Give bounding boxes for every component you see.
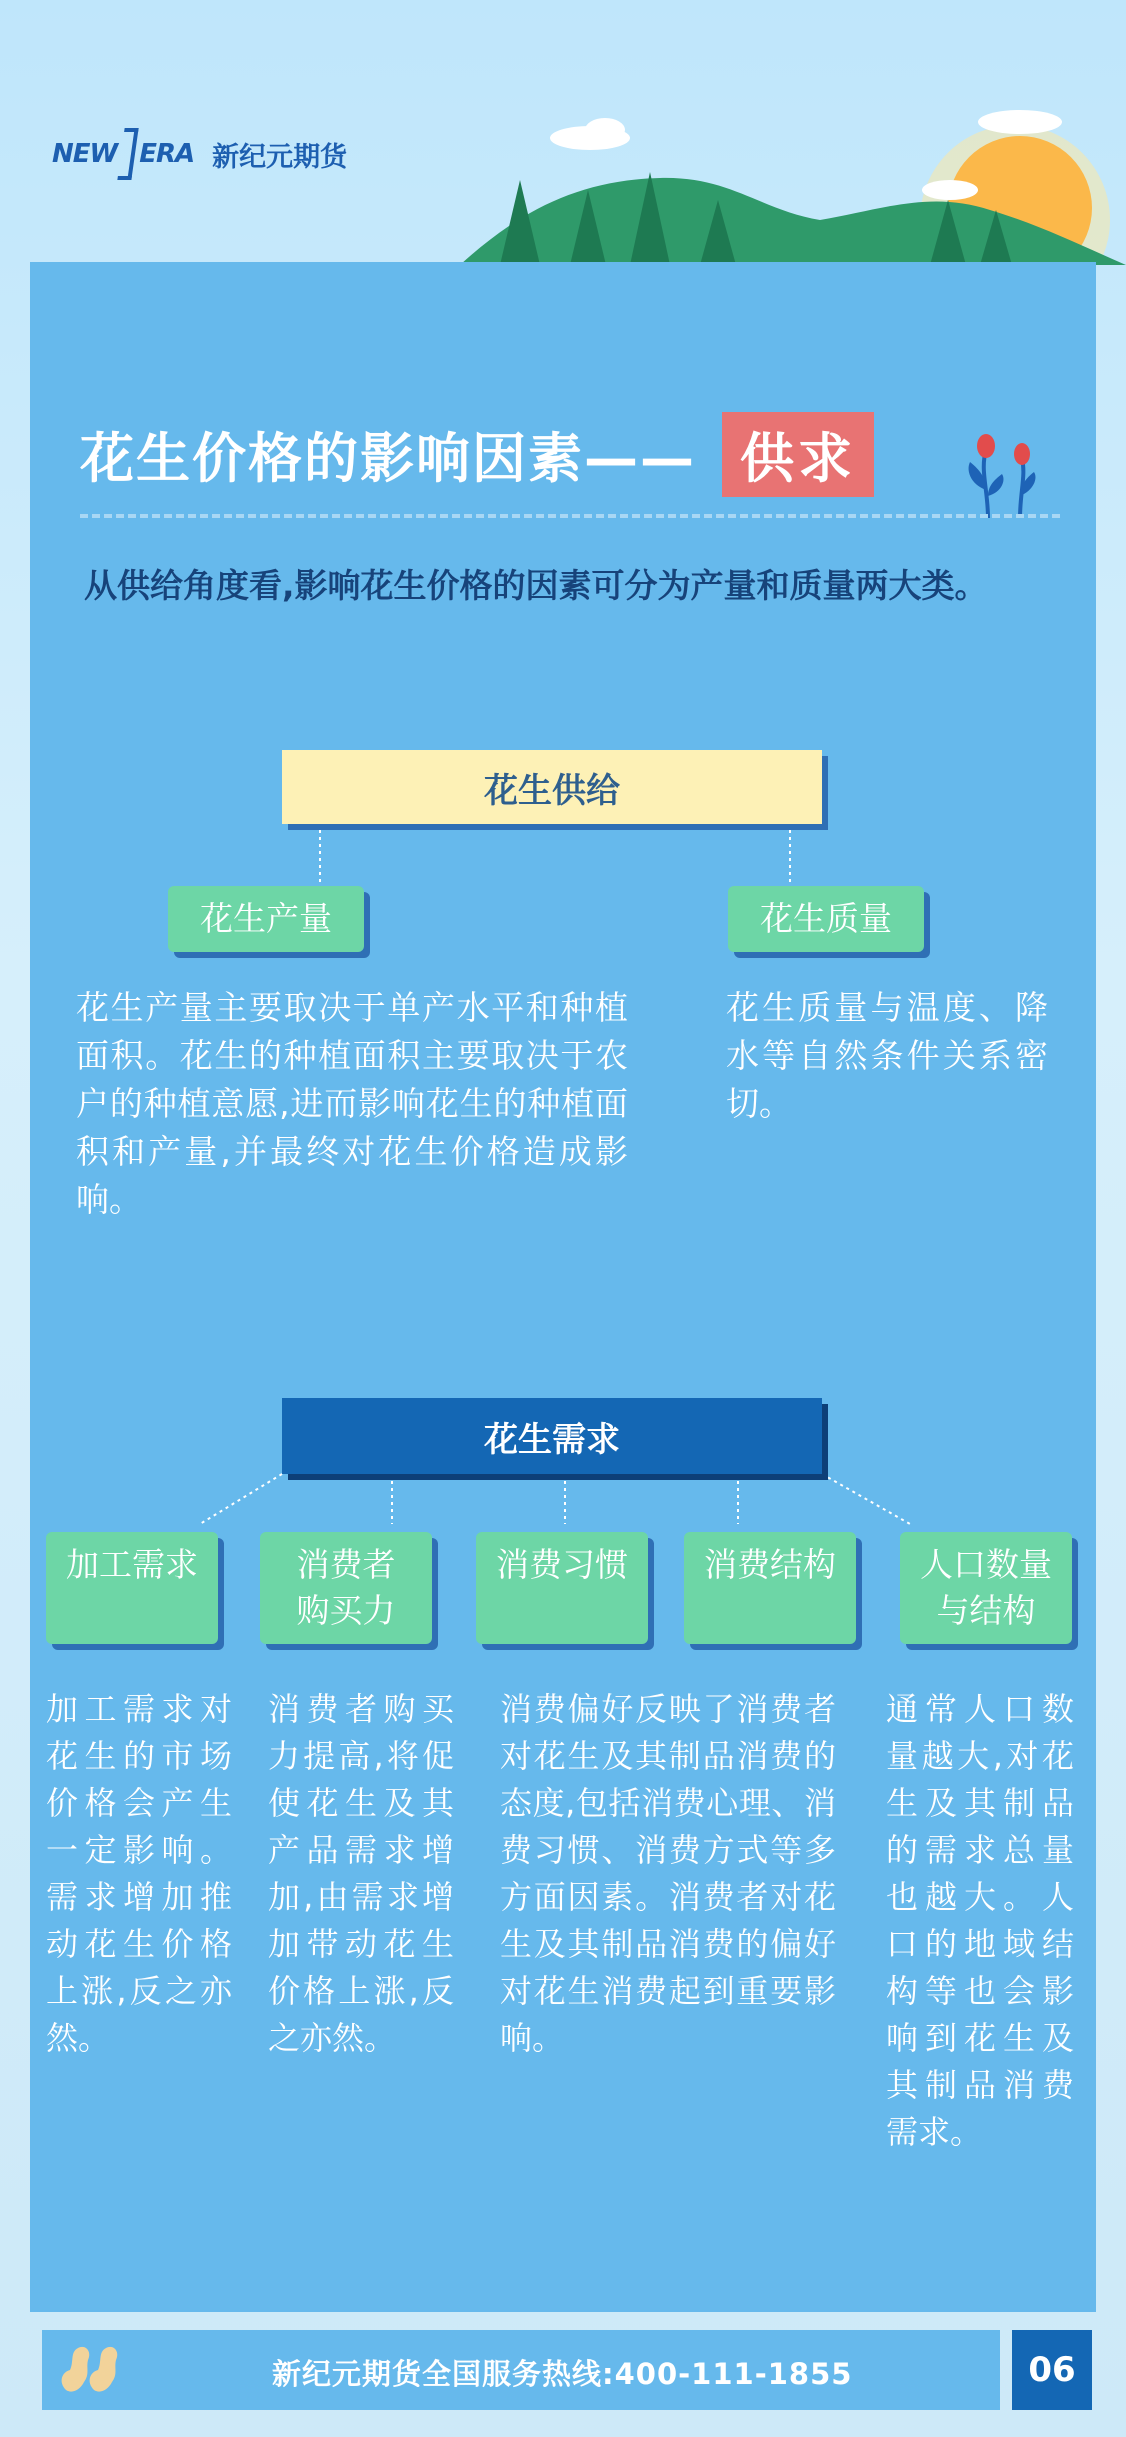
landscape-illustration xyxy=(460,60,1126,265)
demand-structure-label: 消费结构 xyxy=(704,1545,836,1584)
title-tag: 供求 xyxy=(722,412,874,497)
demand-habit-label: 消费习惯 xyxy=(496,1545,628,1584)
demand-habit-text: 消费偏好反映了消费者对花生及其制品消费的态度,包括消费心理、消费习惯、消费方式等多方面因素。消费者对花生及其制品消费的偏好对花生消费起到重要影响。 xyxy=(500,1690,836,2057)
demand-structure-box xyxy=(684,1532,856,1644)
supply-output-box: 花生产量 xyxy=(168,886,364,952)
logo-mark-left: NEW xyxy=(52,139,118,169)
demand-purchasing-box xyxy=(260,1532,432,1644)
demand-purchasing-label-2: 购买力 xyxy=(296,1591,396,1630)
demand-population-label-2: 与结构 xyxy=(936,1591,1036,1630)
footer-bar xyxy=(42,2330,1000,2410)
supply-output-text: 花生产量主要取决于单产水平和种植面积。花生的种植面积主要取决于农户的种植意愿,进而影响花生的种植面积和产量,并最终对花生价格造成影响。 xyxy=(76,988,628,1219)
logo-mark-right: ERA xyxy=(139,139,195,169)
intro-text: 从供给角度看,影响花生价格的因素可分为产量和质量两大类。 xyxy=(84,566,988,605)
content-panel xyxy=(30,262,1096,2312)
page-number: 06 xyxy=(1012,2330,1092,2410)
brand-name: 新纪元期货 xyxy=(212,141,348,173)
brand-logo xyxy=(52,128,347,180)
demand-processing-box xyxy=(46,1532,218,1644)
logo-bar-icon xyxy=(118,128,139,180)
demand-population-label-1: 人口数量 xyxy=(920,1545,1052,1584)
logo-mark xyxy=(52,128,194,180)
demand-population-text: 通常人口数量越大,对花生及其制品的需求总量也越大。人口的地域结构等也会影响到花生及其制品消费需求。 xyxy=(886,1690,1074,2151)
demand-purchasing-label-1: 消费者 xyxy=(296,1545,396,1584)
hotline-text: 新纪元期货全国服务热线:400-111-1855 xyxy=(272,2357,853,2391)
peanut-icon xyxy=(56,2342,120,2398)
supply-quality-text: 花生质量与温度、降水等自然条件关系密切。 xyxy=(726,988,1048,1123)
demand-processing-text: 加工需求对花生的市场价格会产生一定影响。需求增加推动花生价格上涨,反之亦然。 xyxy=(46,1690,232,2057)
demand-population-box xyxy=(900,1532,1072,1644)
supply-header: 花生供给 xyxy=(282,750,822,824)
demand-processing-label: 加工需求 xyxy=(66,1545,198,1584)
supply-quality-box: 花生质量 xyxy=(728,886,924,952)
title-main: 花生价格的影响因素—— xyxy=(80,427,696,490)
demand-header: 花生需求 xyxy=(282,1398,822,1474)
demand-habit-box xyxy=(476,1532,648,1644)
demand-purchasing-text: 消费者购买力提高,将促使花生及其产品需求增加,由需求增加带动花生价格上涨,反之亦然。 xyxy=(268,1690,454,2057)
